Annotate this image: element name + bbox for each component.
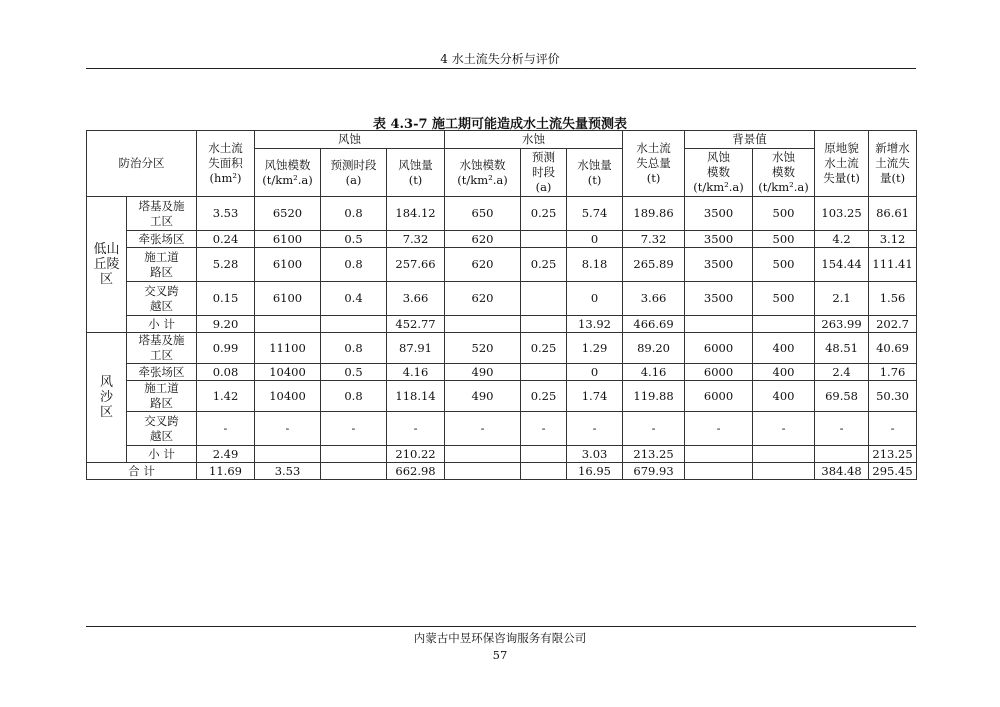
table-row — [87, 333, 917, 364]
total-wind-amount: 662.98 — [387, 463, 445, 480]
cell-area: 3.53 — [197, 197, 255, 231]
subzone-name: 施工道 路区 — [127, 381, 197, 412]
cell-area: 2.49 — [197, 446, 255, 463]
header-wind-modulus: 风蚀模数 (t/km².a) — [255, 149, 321, 197]
total-water-modulus — [445, 463, 521, 480]
cell-water-period — [521, 364, 567, 381]
cell-new: 86.61 — [869, 197, 917, 231]
cell-bg-wind: 3500 — [685, 197, 753, 231]
total-wind-modulus: 3.53 — [255, 463, 321, 480]
cell-original: 103.25 — [815, 197, 869, 231]
cell-original: 2.4 — [815, 364, 869, 381]
total-bg-water — [753, 463, 815, 480]
cell-total: 7.32 — [623, 231, 685, 248]
cell-water-amount: 8.18 — [567, 248, 623, 282]
table-row — [87, 197, 917, 231]
cell-bg-water — [753, 446, 815, 463]
cell-original: 69.58 — [815, 381, 869, 412]
cell-water-amount: 0 — [567, 231, 623, 248]
cell-wind-amount: 87.91 — [387, 333, 445, 364]
cell-bg-water — [753, 316, 815, 333]
table-row — [87, 364, 917, 381]
subzone-name: 牵张场区 — [127, 364, 197, 381]
table-title: 表 4.3-7 施工期可能造成水土流失量预测表 — [372, 117, 628, 132]
cell-bg-water: 400 — [753, 364, 815, 381]
zone-group-label: 风 沙 区 — [87, 333, 127, 463]
cell-wind-amount: 257.66 — [387, 248, 445, 282]
cell-wind-amount: 452.77 — [387, 316, 445, 333]
subzone-name: 交叉跨 越区 — [127, 412, 197, 446]
cell-area: 5.28 — [197, 248, 255, 282]
cell-wind-period — [321, 316, 387, 333]
cell-bg-water: 500 — [753, 282, 815, 316]
total-wind-period — [321, 463, 387, 480]
cell-water-amount: 13.92 — [567, 316, 623, 333]
cell-water-period: 0.25 — [521, 197, 567, 231]
cell-total: 265.89 — [623, 248, 685, 282]
header-water-group: 水蚀 — [445, 131, 623, 149]
cell-bg-wind: 6000 — [685, 364, 753, 381]
cell-bg-water: - — [753, 412, 815, 446]
cell-water-amount: 5.74 — [567, 197, 623, 231]
subzone-name: 交叉跨 越区 — [127, 282, 197, 316]
header-water-amount: 水蚀量 (t) — [567, 149, 623, 197]
total-new: 295.45 — [869, 463, 917, 480]
cell-wind-amount: - — [387, 412, 445, 446]
cell-original: 48.51 — [815, 333, 869, 364]
cell-wind-modulus — [255, 316, 321, 333]
cell-area: 0.99 — [197, 333, 255, 364]
cell-water-modulus: 620 — [445, 231, 521, 248]
header-wind-amount: 风蚀量 (t) — [387, 149, 445, 197]
table-row — [87, 316, 917, 333]
cell-wind-amount: 184.12 — [387, 197, 445, 231]
cell-water-period: 0.25 — [521, 333, 567, 364]
cell-water-amount: 0 — [567, 364, 623, 381]
cell-wind-period: - — [321, 412, 387, 446]
cell-water-modulus — [445, 316, 521, 333]
cell-wind-period: 0.8 — [321, 248, 387, 282]
cell-original: 263.99 — [815, 316, 869, 333]
cell-total: 119.88 — [623, 381, 685, 412]
cell-wind-modulus: 6520 — [255, 197, 321, 231]
cell-wind-amount: 210.22 — [387, 446, 445, 463]
zone-group-label: 低山 丘陵 区 — [87, 197, 127, 333]
subzone-name: 塔基及施 工区 — [127, 197, 197, 231]
cell-new: 40.69 — [869, 333, 917, 364]
cell-bg-water: 500 — [753, 197, 815, 231]
cell-new: 1.56 — [869, 282, 917, 316]
total-row — [87, 463, 917, 480]
cell-new: 213.25 — [869, 446, 917, 463]
cell-total: 189.86 — [623, 197, 685, 231]
cell-water-modulus: - — [445, 412, 521, 446]
cell-new: 111.41 — [869, 248, 917, 282]
cell-water-modulus: 490 — [445, 381, 521, 412]
cell-wind-modulus: 10400 — [255, 381, 321, 412]
table-row — [87, 381, 917, 412]
cell-water-amount: 3.03 — [567, 446, 623, 463]
cell-area: - — [197, 412, 255, 446]
cell-total: - — [623, 412, 685, 446]
cell-original — [815, 446, 869, 463]
header-bg-wind: 风蚀 模数 (t/km².a) — [685, 149, 753, 197]
subzone-name: 小 计 — [127, 316, 197, 333]
cell-water-modulus: 520 — [445, 333, 521, 364]
cell-total: 89.20 — [623, 333, 685, 364]
cell-bg-wind: 6000 — [685, 333, 753, 364]
header-total: 水土流 失总量 (t) — [623, 131, 685, 197]
total-bg-wind — [685, 463, 753, 480]
header-background-group: 背景值 — [685, 131, 815, 149]
cell-new: 3.12 — [869, 231, 917, 248]
cell-area: 0.24 — [197, 231, 255, 248]
cell-water-period: - — [521, 412, 567, 446]
cell-wind-period: 0.5 — [321, 364, 387, 381]
page-header: 4 水土流失分析与评价 — [440, 52, 560, 66]
subzone-name: 小 计 — [127, 446, 197, 463]
footer-company: 内蒙古中昱环保咨询服务有限公司 — [413, 631, 587, 645]
total-area: 11.69 — [197, 463, 255, 480]
cell-total: 466.69 — [623, 316, 685, 333]
header-water-period: 预测 时段 (a) — [521, 149, 567, 197]
header-bg-water: 水蚀 模数 (t/km².a) — [753, 149, 815, 197]
cell-wind-period: 0.5 — [321, 231, 387, 248]
cell-wind-period: 0.8 — [321, 197, 387, 231]
cell-bg-wind: 6000 — [685, 381, 753, 412]
cell-wind-amount: 3.66 — [387, 282, 445, 316]
table-row — [87, 412, 917, 446]
header-wind-group: 风蚀 — [255, 131, 445, 149]
cell-area: 9.20 — [197, 316, 255, 333]
cell-water-modulus: 650 — [445, 197, 521, 231]
cell-area: 1.42 — [197, 381, 255, 412]
cell-water-modulus: 620 — [445, 248, 521, 282]
cell-water-modulus — [445, 446, 521, 463]
cell-bg-wind — [685, 446, 753, 463]
cell-area: 0.15 — [197, 282, 255, 316]
cell-water-period: 0.25 — [521, 248, 567, 282]
cell-water-amount: 1.29 — [567, 333, 623, 364]
cell-wind-amount: 7.32 — [387, 231, 445, 248]
header-water-modulus: 水蚀模数 (t/km².a) — [445, 149, 521, 197]
cell-new: 1.76 — [869, 364, 917, 381]
table-row — [87, 231, 917, 248]
cell-bg-water: 400 — [753, 381, 815, 412]
table-row — [87, 446, 917, 463]
cell-bg-wind: - — [685, 412, 753, 446]
cell-area: 0.08 — [197, 364, 255, 381]
cell-total: 213.25 — [623, 446, 685, 463]
total-label: 合 计 — [87, 463, 197, 480]
header-area: 水土流 失面积 (hm²) — [197, 131, 255, 197]
total-original: 384.48 — [815, 463, 869, 480]
cell-water-period — [521, 316, 567, 333]
cell-water-period — [521, 282, 567, 316]
total-water-amount: 16.95 — [567, 463, 623, 480]
cell-wind-modulus: 6100 — [255, 248, 321, 282]
cell-water-period — [521, 446, 567, 463]
header-wind-period: 预测时段 (a) — [321, 149, 387, 197]
cell-original: - — [815, 412, 869, 446]
table-row — [87, 248, 917, 282]
cell-water-period — [521, 231, 567, 248]
cell-wind-modulus — [255, 446, 321, 463]
header-rule — [86, 68, 916, 69]
cell-water-amount: 0 — [567, 282, 623, 316]
subzone-name: 施工道 路区 — [127, 248, 197, 282]
cell-wind-modulus: 11100 — [255, 333, 321, 364]
subzone-name: 牵张场区 — [127, 231, 197, 248]
cell-bg-water: 500 — [753, 231, 815, 248]
cell-new: 50.30 — [869, 381, 917, 412]
cell-original: 2.1 — [815, 282, 869, 316]
cell-water-amount: 1.74 — [567, 381, 623, 412]
cell-wind-period: 0.4 — [321, 282, 387, 316]
cell-bg-wind: 3500 — [685, 231, 753, 248]
cell-wind-modulus: 6100 — [255, 282, 321, 316]
cell-total: 3.66 — [623, 282, 685, 316]
cell-original: 4.2 — [815, 231, 869, 248]
footer-rule — [86, 626, 916, 627]
total-water-period — [521, 463, 567, 480]
cell-wind-period — [321, 446, 387, 463]
header-new: 新增水 土流失 量(t) — [869, 131, 917, 197]
subzone-name: 塔基及施 工区 — [127, 333, 197, 364]
page-number: 57 — [492, 648, 508, 662]
cell-water-period: 0.25 — [521, 381, 567, 412]
cell-bg-water: 500 — [753, 248, 815, 282]
cell-wind-modulus: 10400 — [255, 364, 321, 381]
cell-wind-modulus: - — [255, 412, 321, 446]
cell-new: 202.7 — [869, 316, 917, 333]
cell-wind-amount: 118.14 — [387, 381, 445, 412]
cell-water-modulus: 620 — [445, 282, 521, 316]
cell-original: 154.44 — [815, 248, 869, 282]
table-row — [87, 282, 917, 316]
total-total: 679.93 — [623, 463, 685, 480]
cell-wind-period: 0.8 — [321, 333, 387, 364]
cell-wind-amount: 4.16 — [387, 364, 445, 381]
soil-loss-table — [86, 130, 917, 480]
cell-bg-wind — [685, 316, 753, 333]
cell-bg-wind: 3500 — [685, 282, 753, 316]
cell-new: - — [869, 412, 917, 446]
cell-bg-water: 400 — [753, 333, 815, 364]
cell-water-modulus: 490 — [445, 364, 521, 381]
cell-water-amount: - — [567, 412, 623, 446]
header-original: 原地貌 水土流 失量(t) — [815, 131, 869, 197]
cell-wind-modulus: 6100 — [255, 231, 321, 248]
cell-wind-period: 0.8 — [321, 381, 387, 412]
cell-bg-wind: 3500 — [685, 248, 753, 282]
cell-total: 4.16 — [623, 364, 685, 381]
header-zone: 防治分区 — [87, 131, 197, 197]
